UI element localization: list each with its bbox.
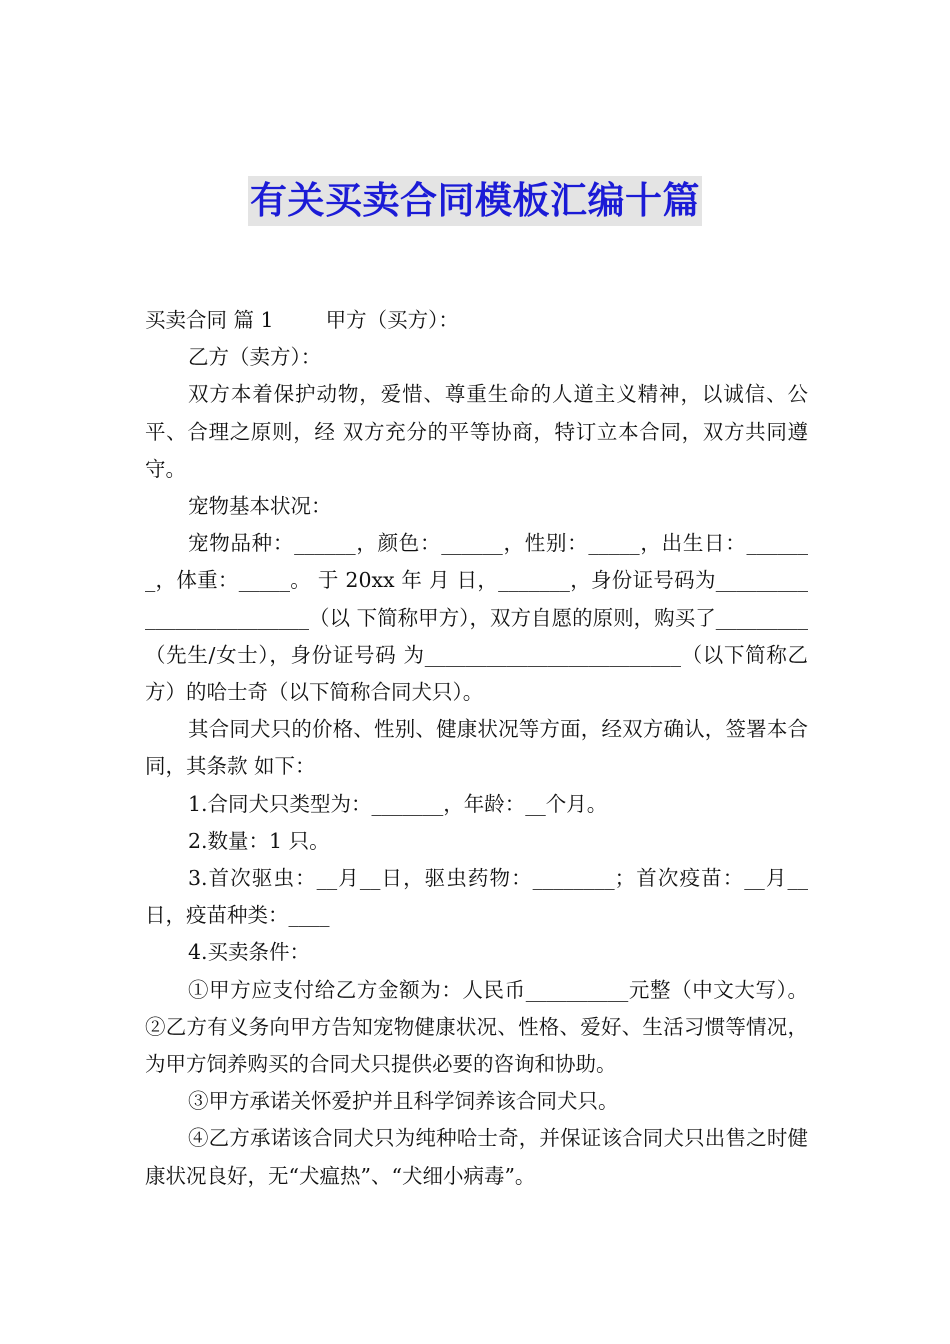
clause-3: 3.首次驱虫：__月__日，驱虫药物：________；首次疫苗：__月__日，疫苗种类：____ [145, 866, 808, 928]
title-container [0, 176, 950, 226]
clause-2: 2.数量：1 只。 [188, 828, 330, 853]
clause-4: 4.买卖条件： [188, 940, 311, 965]
section-heading: 买卖合同 篇 1 [145, 308, 274, 332]
paragraph-terms-intro: 其合同犬只的价格、性别、健康状况等方面，经双方确认，签署本合同，其条款 如下： [145, 717, 808, 779]
party-a-label: 甲方（买方）： [325, 308, 459, 332]
document-title: 有关买卖合同模板汇编十篇 [248, 176, 702, 226]
paragraph-party-b: 乙方（卖方）： [188, 345, 322, 370]
condition-3: ③甲方承诺关怀爱护并且科学饲养该合同犬只。 [188, 1089, 619, 1114]
paragraph-party-a [145, 302, 808, 339]
paragraph-principles: 双方本着保护动物，爱惜、尊重生命的人道主义精神，以诚信、公平、合理之原则，经 双方充分的平等协商，特订立本合同，双方共同遵守。 [145, 382, 808, 481]
condition-4: ④乙方承诺该合同犬只为纯种哈士奇，并保证该合同犬只出售之时健康状况良好，无“犬瘟热”、“犬细小病毒”。 [145, 1126, 808, 1188]
condition-1-2: ①甲方应支付给乙方金额为：人民币__________元整（中文大写）。 ②乙方有义务向甲方告知宠物健康状况、性格、爱好、生活习惯等情况，为甲方饲养购买的合同犬只提供必要的咨询和协助。 [145, 977, 808, 1077]
clause-1: 1.合同犬只类型为：_______，年龄：__个月。 [188, 791, 608, 816]
paragraph-pet-status-heading: 宠物基本状况： [188, 494, 332, 519]
paragraph-pet-details: 宠物品种：______，颜色：______，性别：_____，出生日：_______，体重：_____。 于 20xx 年 月 日，_______，身份证号码为_________________________（以 下简称甲方），双方自愿的原则，购买了_________（先生/女士），身份证号码 为_________________________（以下简称乙方）的哈士奇（以下简称合同犬只）。 [145, 531, 808, 705]
document-body [145, 302, 808, 1195]
